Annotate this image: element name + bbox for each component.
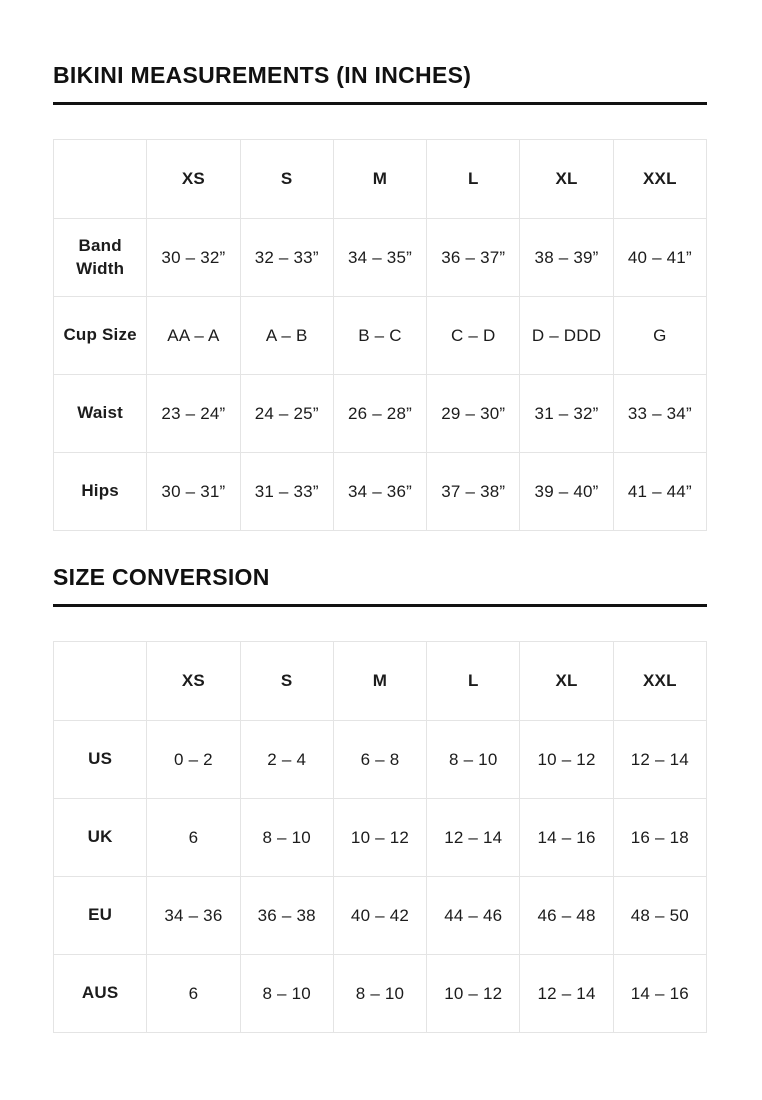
column-header: M xyxy=(333,642,426,721)
table-cell: 32 – 33” xyxy=(240,219,333,297)
corner-cell xyxy=(54,140,147,219)
column-header: L xyxy=(427,642,520,721)
size-conversion-table xyxy=(53,641,707,1033)
table-cell: 44 – 46 xyxy=(427,877,520,955)
table-cell: 8 – 10 xyxy=(427,721,520,799)
table-cell: 26 – 28” xyxy=(333,375,426,453)
table-cell: D – DDD xyxy=(520,297,613,375)
row-label: Waist xyxy=(54,375,147,453)
row-label: AUS xyxy=(54,955,147,1033)
table-row xyxy=(54,955,707,1033)
table-cell: 36 – 38 xyxy=(240,877,333,955)
table-cell: 40 – 42 xyxy=(333,877,426,955)
table-cell: 30 – 31” xyxy=(147,453,240,531)
table-cell: 12 – 14 xyxy=(427,799,520,877)
table-row xyxy=(54,453,707,531)
table-cell: 29 – 30” xyxy=(427,375,520,453)
title-underline xyxy=(53,604,707,607)
row-label: UK xyxy=(54,799,147,877)
table-cell: 6 xyxy=(147,955,240,1033)
table-row xyxy=(54,375,707,453)
table-cell: A – B xyxy=(240,297,333,375)
table-cell: 33 – 34” xyxy=(613,375,706,453)
table-row xyxy=(54,877,707,955)
table-cell: 8 – 10 xyxy=(333,955,426,1033)
size-guide-content xyxy=(53,0,707,1033)
header-row xyxy=(54,642,707,721)
bikini-measurements-title: BIKINI MEASUREMENTS (IN INCHES) xyxy=(53,62,472,88)
table-cell: 10 – 12 xyxy=(333,799,426,877)
table-row xyxy=(54,219,707,297)
table-cell: 24 – 25” xyxy=(240,375,333,453)
column-header: L xyxy=(427,140,520,219)
table-cell: 14 – 16 xyxy=(613,955,706,1033)
table-cell: 34 – 36 xyxy=(147,877,240,955)
table-cell: 10 – 12 xyxy=(520,721,613,799)
column-header: XXL xyxy=(613,642,706,721)
title-underline xyxy=(53,102,707,105)
row-label: Hips xyxy=(54,453,147,531)
column-header: S xyxy=(240,140,333,219)
row-label: Cup Size xyxy=(54,297,147,375)
table-row xyxy=(54,721,707,799)
row-label: Band Width xyxy=(54,219,147,297)
table-row xyxy=(54,297,707,375)
table-row xyxy=(54,799,707,877)
row-label: EU xyxy=(54,877,147,955)
section-bikini-measurements xyxy=(53,0,707,531)
table-cell: 2 – 4 xyxy=(240,721,333,799)
table-cell: 12 – 14 xyxy=(613,721,706,799)
table-cell: 34 – 35” xyxy=(333,219,426,297)
section-size-conversion xyxy=(53,531,707,1033)
row-label: US xyxy=(54,721,147,799)
corner-cell xyxy=(54,642,147,721)
table-cell: C – D xyxy=(427,297,520,375)
table-cell: 31 – 32” xyxy=(520,375,613,453)
table-cell: 40 – 41” xyxy=(613,219,706,297)
table-cell: 14 – 16 xyxy=(520,799,613,877)
table-cell: 6 – 8 xyxy=(333,721,426,799)
column-header: XL xyxy=(520,140,613,219)
size-conversion-title: SIZE CONVERSION xyxy=(53,564,270,590)
column-header: S xyxy=(240,642,333,721)
table-cell: 37 – 38” xyxy=(427,453,520,531)
table-cell: 8 – 10 xyxy=(240,955,333,1033)
table-cell: B – C xyxy=(333,297,426,375)
table-cell: 38 – 39” xyxy=(520,219,613,297)
table-cell: 48 – 50 xyxy=(613,877,706,955)
table-cell: 12 – 14 xyxy=(520,955,613,1033)
table-cell: G xyxy=(613,297,706,375)
table-cell: 31 – 33” xyxy=(240,453,333,531)
bikini-measurements-table xyxy=(53,139,707,531)
table-cell: 34 – 36” xyxy=(333,453,426,531)
table-cell: 46 – 48 xyxy=(520,877,613,955)
table-cell: 6 xyxy=(147,799,240,877)
table-cell: 39 – 40” xyxy=(520,453,613,531)
column-header: XS xyxy=(147,140,240,219)
table-cell: 23 – 24” xyxy=(147,375,240,453)
column-header: XL xyxy=(520,642,613,721)
header-row xyxy=(54,140,707,219)
column-header: M xyxy=(333,140,426,219)
table-cell: 36 – 37” xyxy=(427,219,520,297)
table-cell: AA – A xyxy=(147,297,240,375)
table-cell: 30 – 32” xyxy=(147,219,240,297)
table-cell: 16 – 18 xyxy=(613,799,706,877)
table-cell: 10 – 12 xyxy=(427,955,520,1033)
column-header: XS xyxy=(147,642,240,721)
table-cell: 41 – 44” xyxy=(613,453,706,531)
table-cell: 8 – 10 xyxy=(240,799,333,877)
column-header: XXL xyxy=(613,140,706,219)
table-cell: 0 – 2 xyxy=(147,721,240,799)
